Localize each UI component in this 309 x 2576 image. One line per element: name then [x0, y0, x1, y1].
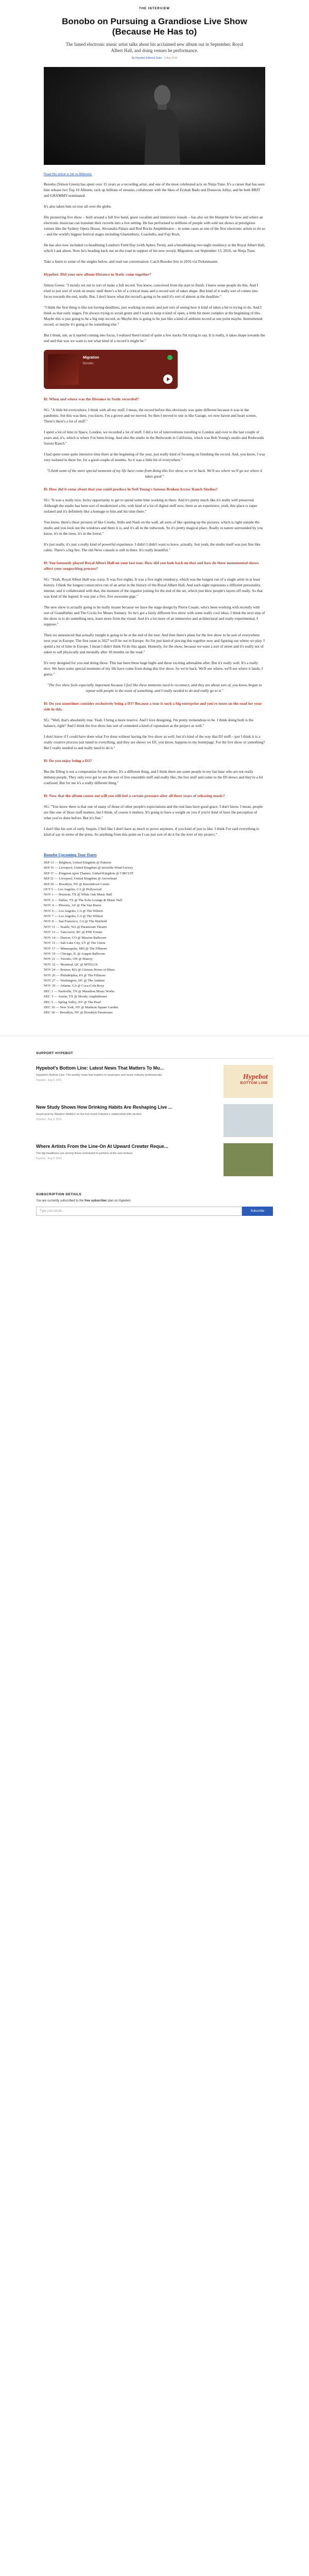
- embed-track-title: Migration: [83, 356, 99, 360]
- tour-date-item: NOV 27 — Washington, DC @ The Anthem: [44, 978, 105, 982]
- interview-answer: It's just really, it's just a really kind of powerful experience. I didn't I didn't want to leave, actually. Just yeah, the studio itself was just fine like cabin. There's a big fire. The old Neve console is still in there. It's really beautiful.": [44, 542, 261, 552]
- tour-date-item: NOV 7 — Los Angeles, CA @ The Wiltern: [44, 914, 103, 919]
- tour-date-item: NOV 11 — Seattle, WA @ Paramount Theatre: [44, 925, 107, 929]
- interview-answer: Then we announced that actually tonight is going to be at the end of the tour. And then there's plans for the live show to be sort of everywhere next year in Europe. The first issue is 2027 we'll be out in Europe. So I'm just kind of piecing this together now and figuring out where we play. I spend a lot of time in Europe. I mean I didn't think I'd do this again. Honestly, for the show, because we want a sort of street and it's really not of taken to sell physically and mentally after 18 months on the road.": [44, 633, 265, 654]
- support-section: [36, 1052, 273, 1216]
- interview-answer: I had spent some quite intensive time there at the beginning of the year, just really kind of focusing on finishing the record. And, you know, I was very isolated in there for, for a good couple of months. So it was a little bit of everywhere.": [44, 452, 265, 462]
- paragraph: Take a listen to some of the singles below, and read our conversation. Catch Bonobo live in 2016 via Ticketmaster.: [44, 259, 218, 264]
- interview-answer: I spent a lot of time in Space, London, we recorded a lot of stuff. I did a lot of interventions traveling to London and over to the last couple of years and, it's, which is where I've been living. And also the studio in the Redwoods in California, which was Bob Young's studio and Redwoods Soreni Ranch.": [44, 430, 264, 446]
- related-post-thumbnail[interactable]: [224, 1065, 273, 1098]
- interview-answer: SG: "It was a really nice, lucky opportunity to get to spend some time working in there. And it's pretty much like it's really well preserved. Although the studio has been sort of modernized a bit, with kind of a lot of digital stuff now, there as an experience, yeah, this place is super isolated and it's definitely like a homage to him and his time there.": [44, 498, 258, 514]
- tour-date-item: NOV 19 — Chicago, IL @ Aragon Ballroom: [44, 952, 105, 956]
- byline: [0, 57, 309, 60]
- tour-date-item: NOV 26 — Philadelphia, PA @ The Fillmore: [44, 973, 106, 977]
- pull-quote: "The live show feels especially important because I feel like these moments need to reconnect, and they are about sort of, you know, began to repeat with people in the room of something, and I really needed to do and really go to it.": [47, 683, 262, 693]
- tour-date-item: NOV 21 — Toronto, ON @ History: [44, 957, 93, 961]
- related-post[interactable]: [36, 1143, 273, 1176]
- article-title: Bonobo on Pursuing a Grandiose Live Show (Because He Has to): [62, 16, 247, 37]
- byline-date: · 9 Aug 2016: [162, 57, 178, 60]
- tour-date-item: SEP 21 — Liverpool, United Kingdom @ Arrowhead: [44, 877, 117, 881]
- thumb-sub: BOTTOM LINE: [240, 1081, 268, 1085]
- subscription-heading: SUBSCRIPTION DETAILS: [36, 1192, 82, 1196]
- tour-date-item: NOV 1 — Houston, TX @ White Oak Music Hall: [44, 893, 112, 897]
- spotify-embed[interactable]: [44, 350, 178, 389]
- interview-answer: But the DJing is not a compromise for me either. It's a different thing, and I think there are some people in my fan base who are not really dubstep people. They only ever get to see the sort of live ensemble stuff and really like, the live stuff and come to the DJ shows and they're a bit confused. But for me it's a really different thing.": [44, 769, 263, 785]
- subscription-text-prefix: You are currently subscribed to the: [36, 1199, 85, 1202]
- related-post-subtitle: The big headliners are among those scheduled to perform at the new festival.: [36, 1151, 133, 1155]
- subscribe-button[interactable]: Subscribe: [242, 1207, 273, 1216]
- paragraph: It's also taken him on tour all over the globe.: [44, 204, 112, 209]
- embed-artist: Bonobo: [83, 362, 94, 365]
- interview-answer: "I think the first thing is like not having deadlines, just working on music and just sort of seeing how it kind of takes a bit to trying to do. And I think as that early stages, I'm always trying to avoid genre and I want to keep it kind of open, a little bit more complex at the beginning of this. Maybe this is just going to be a big step record, so Maybe this is going to be just like a kind of ambient record at one point maybe. Instrumental record, or maybe it's going to be something else.": [44, 305, 263, 327]
- interview-answer: It's very designed for you and doing those. This has been these huge highs and these exciting adrenaline after. But it's really well. It's a really nice. We have some special moments of my life have come from doing this live show. So we're back. We'll see where, we'll see where it lands, I guess.": [44, 660, 263, 676]
- interview-answer: SG: "A little bit everywhere, I think with all my stuff. I mean, the record before this obviously was quite different because it was in the pandemic, but this was then, you know, I'm a grown and we moved. So then I moved to one in like Garage, we now haven and heart scenes. There's there's a lot of stuff.": [44, 408, 257, 423]
- tour-date-item: NOV 8 — San Francisco, CA @ The Warfield: [44, 920, 107, 924]
- tour-date-item: NOV 14 — Denver, CO @ Mission Ballroom: [44, 936, 107, 940]
- related-post-meta: Hypebot · Aug 9, 2016: [36, 1157, 62, 1160]
- subscription-text: [36, 1199, 273, 1202]
- interview-answer: But I think, um, as it started coming into focus, I realized there's kind of quite a few tracks I'm trying to say. It is really, it takes shape towards the end and that was we want to see what kind of a record it might be.": [44, 333, 265, 343]
- play-icon[interactable]: [163, 375, 173, 384]
- tour-date-item: DEC 30 — Brooklyn, NY @ Brooklyn Paramount: [44, 1011, 113, 1015]
- related-post-thumbnail[interactable]: [224, 1143, 273, 1176]
- related-post-subtitle: Guest post by Stephen Wallace on the live-music industry's relationship with alcohol.: [36, 1112, 142, 1116]
- related-post-meta: Hypebot · Aug 9, 2016: [36, 1117, 62, 1121]
- album-art: [48, 354, 79, 385]
- tour-date-item: NOV 22 — Montreal, QC @ MTELUS: [44, 962, 98, 967]
- related-post[interactable]: [36, 1065, 273, 1098]
- tour-date-item: NOV 29 — Atlanta, GA @ Coca-Cola Roxy: [44, 984, 105, 988]
- tour-dates-heading[interactable]: Bonobo Upcoming Tour Dates: [44, 853, 97, 857]
- tour-date-item: NOV 6 — Los Angeles, CA @ The Wiltern: [44, 909, 103, 913]
- interview-question: H: You famously played Royal Albert Hall on your last tour. How did you look back on that and how do these monumental shows affect your songwriting process?: [44, 561, 259, 571]
- tour-date-item: DEC 1 — Nashville, TN @ Marathon Music Works: [44, 989, 114, 993]
- interview-answer: SG: "Well, that's absolutely true. Yeah. I bring a more reserve. And I love designing. I'm pretty tremendous to be. I think doing both is the balance, right? And I think the live show has sort of cemented a kind of reputation as the project as well.": [44, 718, 253, 728]
- interview-question: H: Do you sometimes consider exclusively being a DJ? Because a tour is such a big enterprise and you're more on the road for your side in this.: [44, 701, 262, 711]
- thumb-brand: Hypebot: [243, 1073, 268, 1081]
- interview-answer: The new show is actually going to be really insane because we have the stage design by Pierre Cosale, who's been working with recently with sort of Grandfather and The Cocks for Moses Sumney. So he's got a fairly different live show with some really cool ideas. I think the next step of the show is to do something new, learn more from the visual. And it's a lot more of an immersive and architectural and really experimental, I suppose.": [44, 605, 265, 626]
- tour-date-item: SEP 29 — Brooklyn, NY @ Knockdown Center: [44, 882, 110, 886]
- article-subtitle: The famed electronic music artist talks about his acclaimed new album out in September, Royal Albert Hall, and doing venues he performance.: [65, 42, 244, 53]
- subscription-text-suffix: plan on Hypebot.: [107, 1199, 131, 1202]
- related-post-thumbnail[interactable]: [224, 1104, 273, 1137]
- tour-date-item: NOV 17 — Minneapolis, MN @ The Fillmore: [44, 946, 108, 951]
- email-input[interactable]: Type your email...: [36, 1207, 242, 1216]
- tour-date-item: NOV 12 — Vancouver, BC @ PNE Forum: [44, 930, 102, 935]
- byline-author[interactable]: By Hypebot Editorial Team: [131, 57, 162, 60]
- spotify-logo-icon: [167, 355, 173, 360]
- interview-answer: SG: "You know there is that one of many of those of other people's expectations and the real fans have good grace. I don't know. I mean, people are like one of those staff matters, but I think, of course it matters. It's going to have a weight on you if you're kind of have the perception of what you've done before. But it's fine.": [44, 804, 263, 820]
- interview-answer: Simon Green: "I mostly set out to sort of make a full record. You know, conceived from the start to finish. I knew some people do this. And I tried to just sort of work on music until there's a bit of a critical mass and a record sort of takes shape. But kind of it really sort of comes into focus towards the end, really. But, I don't know what the record's going to be until it's sort of almost at the deadline.": [44, 283, 259, 299]
- tour-date-item: NOV 2 — Dallas, TX @ The Echo Lounge & Music Hall: [44, 898, 123, 902]
- interview-answer: I don't like his sort of early Sequin, I feel like I don't have as much to prove anymore, if you kind of just to like. I think I've said everything to kind of say in terms of the press. So anything from this point on I can just sort of do it for the love of my project.": [44, 826, 260, 837]
- tour-date-item: NOV 4 — Phoenix, AZ @ The Van Buren: [44, 904, 101, 908]
- tour-date-item: SEP 13 — Brighton, United Kingdom @ Patterns: [44, 861, 112, 865]
- tour-date-item: DEC 5 — Spring Valley, NV @ The Pearl: [44, 1000, 101, 1004]
- support-heading: SUPPORT HYPEBOT: [36, 1051, 74, 1055]
- related-post-subtitle: Hypebot's Bottom Line: The weekly news that matters to musicians and music industry professionals.: [36, 1073, 163, 1077]
- support-rule: [36, 1058, 273, 1059]
- artist-silhouette: [139, 80, 185, 165]
- related-post[interactable]: [36, 1104, 273, 1137]
- tour-date-item: SEP 15 — Liverpool, United Kingdom @ Invisible Wind Factory: [44, 866, 133, 870]
- interview-question: H: Now that the album comes out will you still feel a certain pressure after all these years of releasing music?: [44, 793, 225, 798]
- subscription-plan: free subscriber: [84, 1199, 107, 1202]
- pull-quote: "I think some of the more special moments of my life have come from doing this live show, so we're back. We'll see where we'll go see where it takes good.": [46, 468, 263, 479]
- paragraph: Bonobo (Simon Green) has spent over 15 years as a recording artist, and one of the most celebrated acts on Ninja Tune. It's a career that has seen him release two Top 10 Albums, rack up billions of streams, collaborate with the likes of Erykah Badu and Donavon Jolley, and be both BRIT and GRAMMY-nominated.: [44, 182, 265, 198]
- tour-date-item: DEC 10 — New York, NY @ Madison Square Garden: [44, 1005, 118, 1009]
- tour-date-item: SEP 17 — Kingston upon Thames, United Kingdom @ CIRCUIT: [44, 871, 134, 875]
- related-post-title[interactable]: Where Artists From the Line-On At Upward Crewter Reque...: [36, 1143, 168, 1149]
- tour-date-item: NOV 24 — Boston, MA @ Citizens House of Blues: [44, 968, 115, 972]
- interview-question: Hypebot: Did your new album Distance to Static come together?: [44, 272, 151, 277]
- section-kicker: THE INTERVIEW: [139, 7, 170, 10]
- interview-answer: You know, there's these pictures of like Crosby, Stills and Nash on the wall, all sorts of like opening up the pictures, which is right outside the studio and you look out the windows and there it is, and it's all in the redwoods. So it's pretty magical place. Really in nature surrounded by you know, it's in the trees, it's in the forest.": [44, 520, 263, 536]
- tour-dates-list: [44, 860, 265, 1016]
- interview-question: H: Do you enjoy being a DJ?: [44, 758, 92, 763]
- interview-answer: SG: "Yeah, Royal Albert Hall was crazy. It was five nights. It was a five night residency, which was the longest run of a single artist in at least history. I think the longest consecutive run of an artist in the history of the Royal Albert Hall. And each night represents a different personality, intense, and it collaborated with that, the moment of the organist joining for the end of the set, which just blew people's layers off really. So that was kind of the legend. It was just a five, five awesome gigs.": [44, 577, 263, 599]
- interview-question: H: How did it come about that you could produce in Neil Young's famous Broken Arrow Ranch Studios?: [44, 487, 218, 492]
- hero-caption-link[interactable]: Read this article in full on Billboard.: [44, 173, 92, 176]
- paragraph: His pioneering live show – built around a full live band, guest vocalists and immersive visuals – has also set the blueprint for how and where an electronic musician can translate their records into a live setting. He has performed to millions of people with sold out shows at prestigious venues like the Sydney Opera House, Alexandra Palace and Red Rocks Amphitheatre – in some cases as one of the first electronic artists to do so – and the world's biggest festival stages including Glastonbury, Coachella, and Fuji Rock.: [44, 215, 265, 236]
- hero-photo: [44, 67, 265, 165]
- tour-date-item: OCT 5 — Los Angeles, CA @ Hollywood: [44, 888, 101, 892]
- tour-date-item: NOV 15 — Salt Lake City, UT @ The Union: [44, 941, 106, 945]
- interview-question: H: When and where was the Distance in Static recorded?: [44, 397, 139, 401]
- related-post-meta: Hypebot · Aug 9, 2016: [36, 1078, 62, 1082]
- interview-answer: I don't know if I could have done what I've done without having the live show as well, but it's kind of the way that DJ stuff—just I think it is a really creative process just tuned to everything, and they are shows we DJ, you know, happens to my homepage. For the live show or something? But I really needed to and really need to do it.": [44, 734, 265, 750]
- paragraph: He has also now included co-headlining London's Field Day (with Aphex Twin), and a breathtaking two-night residency at the Royal Albert Hall, which I ask about. Now he's heading back out on the road in support of his new record, Migration, out September 13, 2016, on Ninja Tune.: [44, 243, 265, 253]
- subscribe-form: [36, 1207, 273, 1216]
- article-body: [44, 173, 265, 1016]
- related-post-title[interactable]: New Study Shows How Drinking Habits Are Reshaping Live ...: [36, 1104, 173, 1110]
- tour-date-item: DEC 3 — Austin, TX @ Moody Amphitheater: [44, 995, 108, 999]
- related-post-title[interactable]: Hypebot's Bottom Line: Latest News That Matters To Mu...: [36, 1065, 164, 1071]
